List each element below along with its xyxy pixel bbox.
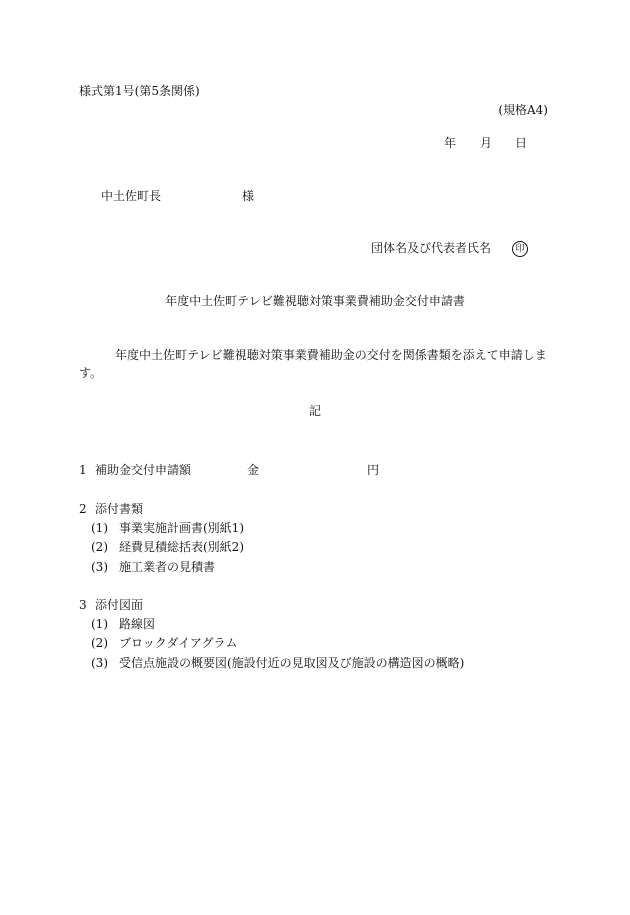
body-paragraph: 年度中土佐町テレビ難視聴対策事業費補助金の交付を関係書類を添えて申請します。 — [79, 348, 547, 380]
item2-sub1-text: 事業実施計画書(別紙1) — [119, 521, 244, 535]
item2-sub2-text: 経費見積総括表(別紙2) — [119, 540, 244, 554]
item3-label: 添付図面 — [95, 598, 144, 612]
item2-sub2-number: (2) — [91, 540, 108, 554]
seal-mark — [512, 241, 528, 257]
item3-sub2-text: ブロックダイアグラム — [119, 636, 238, 650]
applicant-label: 団体名及び代表者氏名 — [371, 241, 492, 255]
item3-sub1-text: 路線図 — [119, 617, 156, 631]
item3-sub3-number: (3) — [91, 656, 108, 670]
item1-yen: 円 — [367, 463, 380, 477]
item2-sub3-text: 施工業者の見積書 — [119, 560, 216, 574]
item2-sub3-number: (3) — [91, 560, 108, 574]
paper-size-note: (規格A4) — [498, 103, 548, 117]
seal-icon: 印 — [512, 241, 528, 257]
date-day: 日 — [515, 136, 528, 150]
item3-sub1-number: (1) — [91, 617, 108, 631]
addressee-name: 中土佐町長 — [101, 189, 162, 203]
item2-number: 2 — [79, 502, 87, 516]
addressee-honorific: 様 — [242, 189, 255, 203]
form-number: 様式第1号(第5条関係) — [79, 84, 200, 98]
ki-heading: 記 — [308, 404, 321, 418]
item1-label: 補助金交付申請額 — [95, 463, 192, 477]
date-month: 月 — [480, 136, 493, 150]
item3-sub2-number: (2) — [91, 636, 108, 650]
document-title: 年度中土佐町テレビ難視聴対策事業費補助金交付申請書 — [165, 294, 465, 308]
item2-sub1-number: (1) — [91, 521, 108, 535]
item2-label: 添付書類 — [95, 502, 144, 516]
item1-kin: 金 — [247, 463, 260, 477]
item3-number: 3 — [79, 598, 87, 612]
item3-sub3-text: 受信点施設の概要図(施設付近の見取図及び施設の構造図の概略) — [119, 656, 465, 670]
date-year: 年 — [444, 136, 457, 150]
item1-number: 1 — [79, 463, 87, 477]
